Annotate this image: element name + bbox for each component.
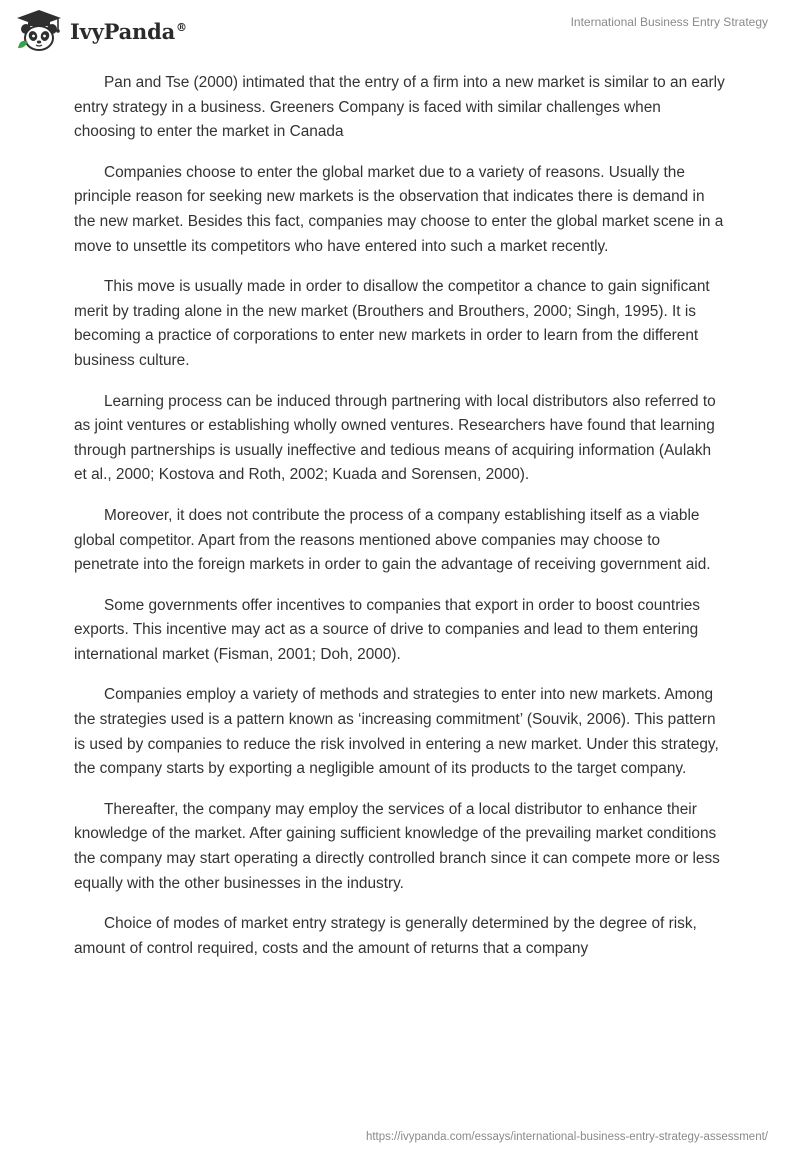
paragraph: Moreover, it does not contribute the process of a company establishing itself as a viable global competitor. Apart from the reasons mentioned above companies may choose to penetrate into the foreign markets in order to gain the advantage of receiving government aid. [74, 506, 711, 574]
brand-logo[interactable] [14, 8, 187, 54]
document-title: International Business Entry Strategy [570, 15, 768, 29]
essay-body [74, 71, 726, 977]
paragraph: Learning process can be induced through partnering with local distributors also referred to as joint ventures or establishing wholly owned ventures. Researchers have found that learning through partnerships is usually ineffective and tedious means of acquiring information (Aulakh et al., 2000; Kostova and Roth, 2002; Kuada and Sorensen, 2000). [74, 392, 716, 484]
registered-mark: ® [176, 20, 187, 34]
panda-graduate-icon [14, 8, 64, 54]
paragraph: Thereafter, the company may employ the services of a local distributor to enhance their knowledge of the market. After gaining sufficient knowledge of the prevailing market conditions the company may start operating a directly controlled branch since it can compete more or less equally with the other businesses in the industry. [74, 800, 720, 892]
paragraph: This move is usually made in order to disallow the competitor a chance to gain significant merit by trading alone in the new market (Brouthers and Brouthers, 2000; Singh, 1995). It is becoming a practice of corporations to enter new markets in order to learn from the different business culture. [74, 278, 710, 369]
page-header [0, 0, 800, 64]
paragraph: Choice of modes of market entry strategy is generally determined by the degree of risk, amount of control required, costs and the amount of returns that a company [74, 915, 697, 957]
paragraph: Some governments offer incentives to companies that export in order to boost countries exports. This incentive may act as a source of drive to companies and lead to them entering international market (Fisman, 2001; Doh, 2000). [74, 596, 700, 663]
brand-name: IvyPanda® [70, 18, 187, 44]
paragraph: Companies choose to enter the global market due to a variety of reasons. Usually the principle reason for seeking new markets is the observation that indicates there is demand in the new market. Besides this fact, companies may choose to enter the global market scene in a move to unsettle its competitors who have entered into such a market recently. [74, 163, 724, 255]
paragraph: Pan and Tse (2000) intimated that the entry of a firm into a new market is similar to an early entry strategy in a business. Greeners Company is faced with similar challenges when choosing to enter the market in Canada [74, 74, 725, 141]
paragraph: Companies employ a variety of methods and strategies to enter into new markets. Among the strategies used is a pattern known as ‘increasing commitment’ (Souvik, 2006). This pattern is used by companies to reduce the risk involved in entering a new market. Under this strategy, the company starts by exporting a negligible amount of its products to the target company. [74, 686, 719, 778]
source-url[interactable]: https://ivypanda.com/essays/international-business-entry-strategy-assessment/ [365, 1131, 768, 1143]
